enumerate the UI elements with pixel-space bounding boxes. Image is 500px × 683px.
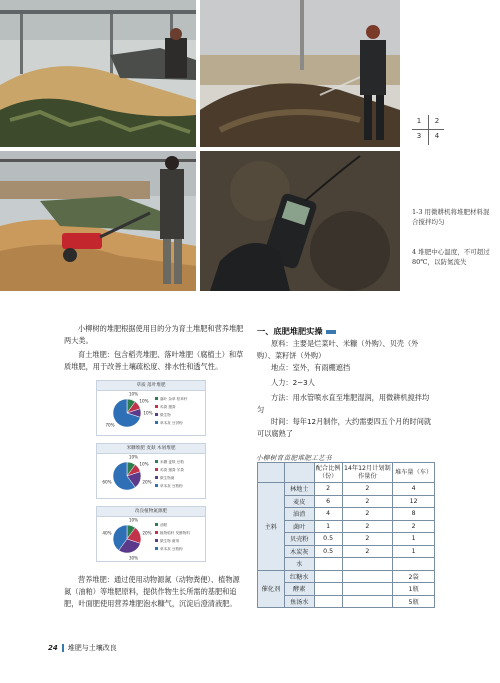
nutrient-compost-paragraph: 营养堆肥：通过使用动物源氮（动物粪便）、植物源氮（油粕）等堆肥原料，提供作物生长所需的基肥和追肥，叶面肥使用营养堆肥泡水糠气，沉淀后澄清液肥。 xyxy=(64,575,240,608)
legend-swatch xyxy=(155,484,158,487)
value-cell xyxy=(393,558,435,571)
material-cell: 油渣 xyxy=(284,508,314,521)
material-cell: 水 xyxy=(284,558,314,571)
legend-label: 微生物 xyxy=(160,413,171,417)
value-cell: 8 xyxy=(393,508,435,521)
header-cell-group xyxy=(258,463,285,483)
mini-chart-3-svg xyxy=(97,517,205,561)
value-cell: 2 xyxy=(342,483,393,496)
legend-label: 鸡粪 猪粪 羊粪 xyxy=(160,468,184,472)
mini-chart-2-svg xyxy=(97,454,205,498)
mini-chart-1-title: 草质 落叶堆肥 xyxy=(97,381,205,391)
group-cell: 主料 xyxy=(258,483,285,571)
value-cell: 2 xyxy=(342,533,393,546)
table-row xyxy=(258,558,435,571)
value-cell: 1 xyxy=(393,533,435,546)
legend-swatch xyxy=(155,405,158,408)
grid-label-3: 3 xyxy=(416,132,422,140)
table-row xyxy=(258,520,435,533)
pie-slice-label: 10% xyxy=(128,391,139,397)
material-cell: 菌叶 xyxy=(284,520,314,533)
value-cell: 6 xyxy=(314,495,342,508)
soil-compost-paragraph: 育土堆肥：包含稻壳堆肥、落叶堆肥（腐植土）和草质堆肥，用于改善土壤疏松度、排水性和透气性。 xyxy=(64,350,244,371)
value-cell: 2 xyxy=(314,483,342,496)
footer-title: 堆肥与土壤改良 xyxy=(67,644,117,652)
time-line: 时间：每年12月制作，大约需要四五个月的时间就可以腐熟了 xyxy=(257,417,432,438)
value-cell: 0.5 xyxy=(314,545,342,558)
pie-slice-label: 10% xyxy=(128,517,139,523)
pie-slice-label: 60% xyxy=(102,479,112,485)
table-row xyxy=(258,570,435,583)
table-row xyxy=(258,495,435,508)
value-cell xyxy=(342,570,393,583)
value-cell: 1 xyxy=(393,545,435,558)
section-heading-text: 一、底肥堆肥实操 xyxy=(257,326,323,336)
materials-line: 原料：主要是烂菜叶、米糠（外购）、贝壳（外购）、菜籽饼（外购） xyxy=(257,339,419,360)
legend-swatch xyxy=(155,397,158,400)
table-title: 小柳树育苗肥堆肥工艺书 xyxy=(256,454,332,462)
legend-swatch xyxy=(155,413,158,416)
header-cell-ratio: 配合比例（份） xyxy=(314,463,342,483)
intro-paragraph: 小柳树的堆肥根据使用目的分为育土堆肥和营养堆肥两大类。 xyxy=(64,324,244,345)
section-heading xyxy=(257,326,336,337)
pie-slice-label: 20% xyxy=(142,479,152,485)
photo-4-thermometer xyxy=(200,151,400,291)
legend-label: 植物秸秆 发酵物料 xyxy=(160,531,190,535)
pie-slice-label: 70% xyxy=(105,422,115,428)
photo-2-watering-pile xyxy=(200,0,400,147)
material-cell: 林地土 xyxy=(284,483,314,496)
material-cell: 贝壳粉 xyxy=(284,533,314,546)
caption-4: 4 堆肥中心温度，不可超过80℃，以防氮流失 xyxy=(412,248,490,266)
legend-swatch xyxy=(155,523,158,526)
table-row xyxy=(258,595,435,608)
mini-chart-3 xyxy=(96,506,206,562)
page-number: 24 xyxy=(48,644,58,652)
value-cell xyxy=(342,595,393,608)
labor-line: 人力：2~3人 xyxy=(271,378,315,387)
value-cell: 5瓶 xyxy=(393,595,435,608)
pie-slice-label: 10% xyxy=(139,398,149,404)
legend-label: 草本灰 豆饼粉 xyxy=(160,421,183,425)
grid-divider-vertical xyxy=(428,115,429,145)
value-cell xyxy=(314,583,342,596)
value-cell: 2 xyxy=(393,520,435,533)
legend-label: 微生物 菌剂 xyxy=(160,539,180,543)
material-cell: 鱼汤水 xyxy=(284,595,314,608)
grid-label-1: 1 xyxy=(416,117,422,125)
photo-grid-legend xyxy=(412,115,444,145)
legend-label: 米糠 麦麸 豆粕 xyxy=(160,460,184,464)
value-cell: 12 xyxy=(393,495,435,508)
heading-accent-bar xyxy=(326,330,336,334)
photo-3-tiller-mixing xyxy=(0,151,196,291)
material-cell: 红糖水 xyxy=(284,570,314,583)
value-cell xyxy=(314,595,342,608)
value-cell: 2 xyxy=(342,545,393,558)
value-cell: 2 xyxy=(342,508,393,521)
pie-slice-label: 40% xyxy=(102,530,112,536)
legend-label: 草本灰 豆粕粉 xyxy=(160,547,183,551)
table-row xyxy=(258,483,435,496)
pie-slice-label: 20% xyxy=(142,530,152,536)
value-cell: 0.5 xyxy=(314,533,342,546)
header-cell-plan: 14年12月计划制作量份 xyxy=(342,463,393,483)
mini-chart-2 xyxy=(96,443,206,499)
legend-label: 草本灰 豆粕粉 xyxy=(160,484,183,488)
table-body xyxy=(258,483,435,608)
pie-slice-label: 10% xyxy=(139,461,149,467)
value-cell: 4 xyxy=(314,508,342,521)
table-row xyxy=(258,533,435,546)
legend-swatch xyxy=(155,468,158,471)
table-header-row xyxy=(258,463,435,483)
table-row xyxy=(258,508,435,521)
pie-slice-label: 10% xyxy=(128,454,139,460)
legend-swatch xyxy=(155,476,158,479)
legend-label: 微生物菌 xyxy=(160,476,175,480)
table-row xyxy=(258,583,435,596)
legend-swatch xyxy=(155,539,158,542)
value-cell: 2 xyxy=(342,520,393,533)
mini-chart-2-title: 米糠堆肥 麦麸 木屑堆肥 xyxy=(97,444,205,454)
method-line: 方法：用水管喷水直至堆肥湿润，用微耕机搅拌均匀 xyxy=(257,393,430,414)
legend-label: 落叶 杂草 枯草秆 xyxy=(160,397,188,401)
header-cell-material xyxy=(284,463,314,483)
photo-1-compost-pile xyxy=(0,0,196,147)
legend-label: 油粕 xyxy=(160,523,168,527)
legend-swatch xyxy=(155,460,158,463)
value-cell xyxy=(342,558,393,571)
value-cell: 2 xyxy=(342,495,393,508)
value-cell: 1瓶 xyxy=(393,583,435,596)
footer-separator xyxy=(62,644,64,652)
mini-chart-1-svg xyxy=(97,391,205,435)
compost-recipe-table xyxy=(257,462,435,608)
grid-divider-horizontal xyxy=(412,129,444,130)
value-cell xyxy=(314,570,342,583)
table-row xyxy=(258,545,435,558)
page-footer xyxy=(48,643,117,653)
value-cell xyxy=(342,583,393,596)
legend-swatch xyxy=(155,421,158,424)
material-cell: 酵素 xyxy=(284,583,314,596)
pie-slice-label: 10% xyxy=(143,410,153,416)
material-cell: 木炭灰 xyxy=(284,545,314,558)
legend-label: 鸡粪 猪粪 xyxy=(160,405,176,409)
mini-chart-1 xyxy=(96,380,206,436)
group-cell: 催化剂 xyxy=(258,570,285,608)
caption-1-3: 1-3 用微耕机将堆肥材料混合搅拌均匀 xyxy=(412,208,490,226)
grid-label-4: 4 xyxy=(434,132,440,140)
mini-chart-3-title: 改良植物氮源肥 xyxy=(97,507,205,517)
header-cell-carts: 堆车量（车） xyxy=(393,463,435,483)
value-cell: 4 xyxy=(393,483,435,496)
legend-swatch xyxy=(155,547,158,550)
grid-label-2: 2 xyxy=(434,117,440,125)
legend-swatch xyxy=(155,531,158,534)
material-cell: 麦皮 xyxy=(284,495,314,508)
value-cell: 1 xyxy=(314,520,342,533)
pie-slice-label: 30% xyxy=(128,555,139,561)
value-cell: 2袋 xyxy=(393,570,435,583)
value-cell xyxy=(314,558,342,571)
location-line: 地点：室外，有雨棚遮挡 xyxy=(271,363,351,372)
